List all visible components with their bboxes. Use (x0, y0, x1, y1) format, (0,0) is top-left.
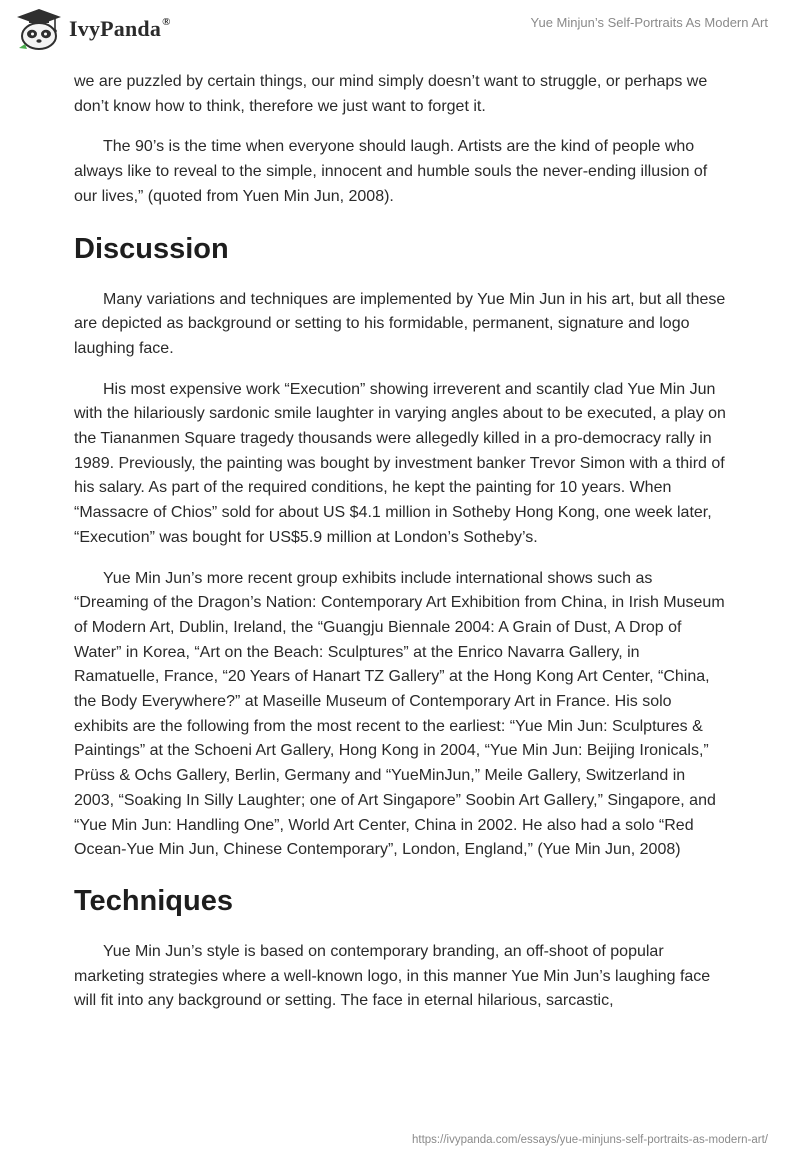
source-url-link[interactable]: https://ivypanda.com/essays/yue-minjuns-self-portraits-as-modern-art/ (412, 1134, 768, 1146)
heading-discussion: Discussion (74, 232, 229, 265)
paragraph-continued: we are puzzled by certain things, our mind simply doesn’t want to struggle, or perhaps we don’t know how to think, therefore we just want to forget it. (74, 73, 708, 115)
paragraph-techniques: Yue Min Jun’s style is based on contemporary branding, an off-shoot of popular marketing strategies where a well-known logo, in this manner Yue Min Jun’s laughing face will fit into any background or setting. The face in eternal hilarious, sarcastic, (74, 942, 711, 1010)
paragraph-exhibits: Yue Min Jun’s more recent group exhibits include international shows such as “Dreaming of the Dragon’s Nation: Contemporary Art Exhibition from China, in Irish Museum of Modern Art, Dublin, Ireland, the “Guangju Biennale 2004: A Grain of Dust, A Drop of Water” in Korea, “Art on the Beach: Sculptures” at the Enrico Navarra Gallery, in Ramatuelle, France, “20 Years of Hanart TZ Gallery” at the Hong Kong Art Center, “China, the Body Everywhere?” at Maseille Museum of Contemporary Art in France. His solo exhibits are the following from the most recent to the earliest: “Yue Min Jun: Sculptures & Paintings” at the Schoeni Art Gallery, Hong Kong in 2004, “Yue Min Jun: Beijing Ironicals,” Prüss & Ochs Gallery, Berlin, Germany and “YueMinJun,” Meile Gallery, Switzerland in 2003, “Soaking In Silly Laughter; one of Art Singapore” Soobin Art Gallery,” Singapore, and “Yue Min Jun: Handling One”, World Art Center, China in 2002. He also had a solo “Red Ocean-Yue Min Jun, Chinese Contemporary”, London, England,” (Yue Min Jun, 2008) (74, 569, 725, 859)
panda-mascot-icon (15, 8, 63, 50)
paragraph-quote-end: The 90’s is the time when everyone should laugh. Artists are the kind of people who always like to reveal to the simple, innocent and humble souls the never-ending illusion of our lives,” (quoted from Yuen Min Jun, 2008). (74, 138, 708, 205)
ivypanda-logo[interactable] (15, 8, 171, 50)
page-header (0, 0, 800, 60)
paragraph-execution: His most expensive work “Execution” showing irreverent and scantily clad Yue Min Jun with the hilariously sardonic smile laughter in varying angles about to be executed, a play on the Tiananmen Square tragedy thousands were allegedly killed in a pro-democracy rally in 1989. Previously, the painting was bought by investment banker Trevor Simon with a third of his salary. As part of the required conditions, he kept the painting for 10 years. When “Massacre of Chios” sold for about US $4.1 million in Sotheby Hong Kong, one week later, “Execution” was bought for US$5.9 million at London’s Sotheby’s. (74, 380, 726, 546)
paragraph-discussion-intro: Many variations and techniques are implemented by Yue Min Jun in his art, but all these are depicted as background or setting to his formidable, permanent, signature and logo laughing face. (74, 290, 726, 357)
logo-wordmark: IvyPanda® (69, 16, 171, 41)
heading-techniques: Techniques (74, 884, 233, 917)
document-title: Yue Minjun’s Self-Portraits As Modern Art (530, 15, 768, 30)
article-body (74, 70, 726, 1014)
